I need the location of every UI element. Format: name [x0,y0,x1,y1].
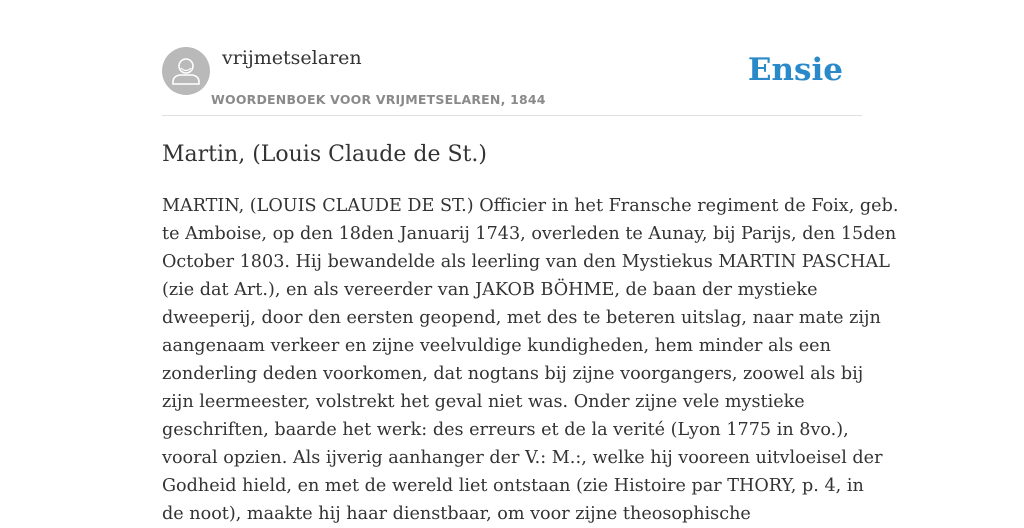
article-line: Godheid hield, en met de wereld liet ontstaan (zie Histoire par THORY, p. 4, in [162,476,864,496]
article-line: dweeperij, door den eersten geopend, met des te beteren uitslag, naar mate zijn [162,308,881,328]
ensie-logo[interactable]: Ensie [747,52,843,88]
user-silhouette-icon [162,47,210,95]
article-line: zijn leermeester, volstrekt het geval niet was. Onder zijne vele mystieke [162,392,805,412]
article-line: October 1803. Hij bewandelde als leerling van den Mystiekus MARTIN PASCHAL [162,252,890,272]
article-line: zonderling deden voorkomen, dat nogtans bij zijne voorgangers, zoowel als bij [162,364,864,384]
entry-header [162,46,862,116]
article-title: Martin, (Louis Claude de St.) [162,142,487,167]
article-line: te Amboise, op den 18den Januarij 1743, overleden te Aunay, bij Parijs, den 15den [162,224,897,244]
article-body [162,192,899,528]
article-line: de noot), maakte hij haar dienstbaar, om voor zijne theosophische [162,504,751,524]
article-line: MARTIN, (LOUIS CLAUDE DE ST.) Officier in het Fransche regiment de Foix, geb. [162,196,899,216]
article-line: vooral opzien. Als ijverig aanhanger der V.: M.:, welke hij vooreen uitvloeisel der [162,448,883,468]
author-name[interactable]: vrijmetselaren [222,47,362,69]
author-avatar[interactable] [162,47,210,95]
article-line: aangenaam verkeer en zijne veelvuldige kundigheden, hem minder als een [162,336,831,356]
article-line: geschriften, baarde het werk: des erreurs et de la verité (Lyon 1775 in 8vo.), [162,420,849,440]
header-divider [162,115,862,116]
source-label[interactable]: WOORDENBOEK VOOR VRIJMETSELAREN, 1844 [211,92,546,107]
article-line: (zie dat Art.), en als vereerder van JAKOB BÖHME, de baan der mystieke [162,280,818,300]
